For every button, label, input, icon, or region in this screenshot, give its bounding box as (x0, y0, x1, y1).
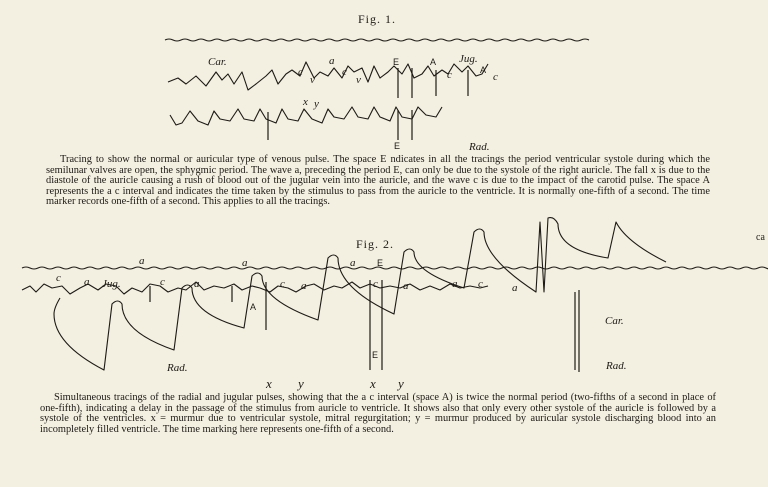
fig1-label-v2: v (356, 74, 361, 86)
fig2-label-E-mid: E (372, 350, 379, 360)
fig1-label-A2: A (480, 65, 487, 75)
fig1-label-rad: Rad. (469, 141, 490, 153)
fig2-label-jug: Jug. (102, 278, 121, 290)
fig2-label-car: Car. (605, 315, 624, 327)
fig1-title: Fig. 1. (358, 12, 397, 26)
fig1-radial-trace (170, 107, 442, 125)
fig2-label-a9: a (512, 282, 518, 294)
fig2-label-x1: x (266, 376, 272, 391)
fig2-label-x2: x (370, 376, 376, 391)
fig1-caption (46, 155, 710, 208)
fig1-caption-text: Tracing to show the normal or auricular type of venous pulse. The space E ndicates in all the tracings the period ventricular systole during which the semilunar valves are open, the sphygmic period. The wave a, preceding the period E, can only be due to the systole of the right auricle. The fall x is due to the diastole of the auricle causing a rush of blood out of the jugular vein into the auricle, and the wave c is due to the impact of the carotid pulse. The space A represents the a c interval and indicates the time taken by the stimulus to pass from the auricle to the ventricle. It is normally one-fifth of a second. The time marker records one-fifth of a second. This applies to all the tracings. (46, 154, 710, 208)
fig2-time-marker (22, 267, 768, 269)
fig2-label-c4: c (373, 278, 378, 290)
fig2-label-a4: a (242, 257, 248, 269)
fig1-label-A: A (430, 57, 437, 67)
margin-fragment: ca (756, 232, 765, 243)
fig1-label-y: y (314, 98, 319, 110)
fig1-label-E-top: E (393, 57, 400, 67)
fig2-label-c1: c (56, 272, 61, 284)
fig2-label-a1: a (139, 255, 145, 267)
fig1-label-car: Car. (208, 56, 227, 68)
fig2-label-a7: a (403, 280, 409, 292)
fig1-label-x: x (303, 96, 308, 108)
fig1-label-c4: c (493, 71, 498, 83)
fig2-label-a2: a (84, 276, 90, 288)
fig2-label-rad-left: Rad. (167, 362, 188, 374)
fig2-jugular-trace (22, 282, 488, 294)
fig2-title: Fig. 2. (356, 237, 395, 251)
fig1-label-c1: c (298, 66, 303, 78)
fig1-label-c3: c (447, 69, 452, 81)
fig2-label-A: A (250, 302, 257, 312)
fig2-label-a8: a (452, 278, 458, 290)
fig2-label-a5: a (301, 280, 307, 292)
fig1-label-c2: c (342, 66, 347, 78)
fig2-label-c2: c (160, 276, 165, 288)
fig1-label-E-bottom: E (394, 141, 401, 151)
fig1-label-v1: v (310, 74, 315, 86)
fig2-label-c5: c (478, 278, 483, 290)
fig2-caption-text: Simultaneous tracings of the radial and jugular pulses, showing that the a c interval (space A) is twice the normal period (two-fifths of a second in place of one-fifth), indicating a delay in the passage of the stimulus from auricle to ventricle. It shows also that only every other systole of the auricle is followed by a systole of the ventricles. x = murmur due to ventricular systole, mitral regurgitation; y = murmur produced by auricular systole discharging blood into an incompletely filled ventricle. The time marking here represents one-fifth of a second. (40, 392, 716, 435)
fig1-label-a: a (329, 55, 335, 67)
fig2-caption (40, 393, 716, 435)
fig1-time-marker (165, 39, 589, 41)
fig2-label-y2: y (398, 376, 404, 391)
fig2-label-rad-right: Rad. (606, 360, 627, 372)
fig1-label-jug: Jug. (459, 53, 478, 65)
fig2-label-a3: a (194, 278, 200, 290)
fig2-label-a6: a (350, 257, 356, 269)
fig2-label-E-top: E (377, 258, 384, 268)
fig2-label-c3: c (280, 278, 285, 290)
fig2-label-y1: y (298, 376, 304, 391)
